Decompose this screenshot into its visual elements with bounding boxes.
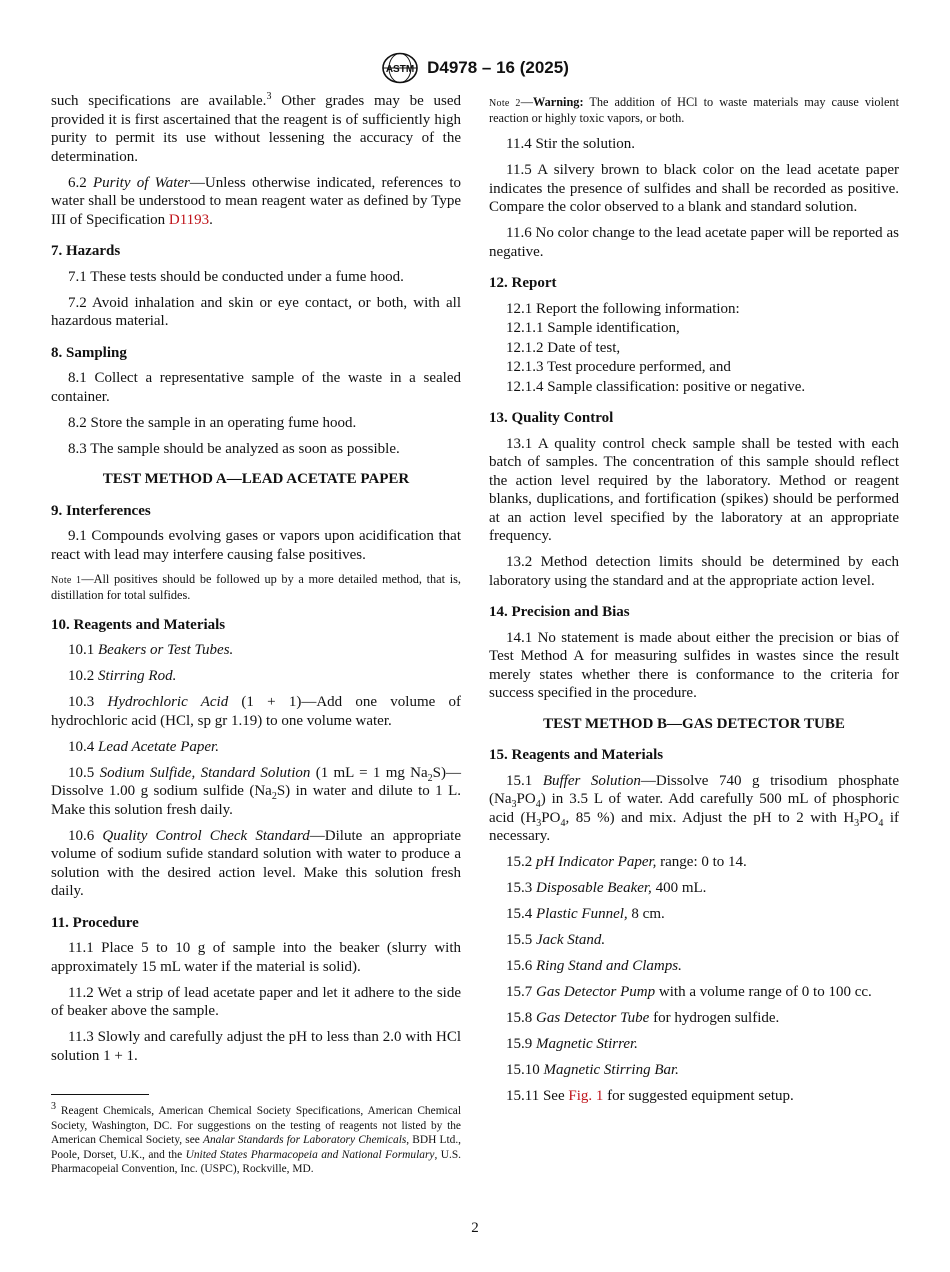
paragraph-11-5: 11.5 A silvery brown to black color on the lead acetate paper indicates the presence of sulfides and shall be recorded as positive. Compare the color observed to a blank and standard solution. — [489, 162, 899, 215]
paragraph-15-7: 15.7 Gas Detector Pump with a volume range of 0 to 100 cc. — [506, 984, 872, 1000]
heading-reagents-b: 15. Reagents and Materials — [489, 747, 664, 763]
paragraph-15-10: 15.10 Magnetic Stirring Bar. — [506, 1062, 679, 1078]
paragraph-10-1: 10.1 Beakers or Test Tubes. — [68, 642, 234, 658]
heading-test-method-b: TEST METHOD B—GAS DETECTOR TUBE — [543, 715, 845, 732]
heading-reagents-a: 10. Reagents and Materials — [51, 616, 226, 633]
paragraph-11-2: 11.2 Wet a strip of lead acetate paper and let it adhere to the side of beaker above the sample. — [51, 984, 461, 1019]
heading-test-method-a: TEST METHOD A—LEAD ACETATE PAPER — [102, 471, 410, 487]
link-d1193[interactable]: D1193 — [168, 211, 210, 228]
paragraph-8-3: 8.3 The sample should be analyzed as soon as possible. — [68, 440, 400, 457]
link-fig-1[interactable]: Fig. 1 — [568, 1088, 604, 1104]
astm-logo — [381, 52, 419, 84]
footnote-ref[interactable]: 3 — [266, 91, 272, 102]
note-1: Note 1—All positives should be followed up by a more detailed method, that is, distillation for total sulfides. — [51, 571, 461, 602]
paragraph-6-2: 6.2 Purity of Water—Unless otherwise indicated, references to water shall be understood to mean reagent water as defined by Type III of Specification D1193. — [51, 174, 461, 228]
paragraph-8-2: 8.2 Store the sample in an operating fume hood. — [68, 414, 357, 431]
paragraph-10-4: 10.4 Lead Acetate Paper. — [68, 738, 219, 755]
paragraph-15-4: 15.4 Plastic Funnel, 8 cm. — [506, 906, 665, 922]
paragraph-11-6: 11.6 No color change to the lead acetate paper will be reported as negative. — [489, 225, 899, 260]
paragraph-15-11: 15.11 See Fig. 1 for suggested equipment setup. — [506, 1088, 794, 1104]
paragraph-15-9: 15.9 Magnetic Stirrer. — [506, 1036, 638, 1052]
report-list — [489, 300, 899, 397]
paragraph-15-6: 15.6 Ring Stand and Clamps. — [506, 958, 682, 974]
paragraph-15-3: 15.3 Disposable Beaker, 400 mL. — [506, 880, 707, 896]
heading-quality-control: 13. Quality Control — [489, 410, 614, 426]
heading-hazards: 7. Hazards — [51, 243, 121, 259]
paragraph-11-1: 11.1 Place 5 to 10 g of sample into the beaker (slurry with approximately 15 mL water if the material is solid). — [51, 940, 461, 975]
footnote-3: $^3$ Reagent Chemicals, American Chemical Society Specifications, American Chemical Society, Washington, DC. For suggestions on the testing of reagents not listed by the American Chemical Society, see Analar Standards for Laboratory Chemicals, BDH Ltd., Poole, Dorset, U.K., and the United States Pharmacopeia and National Formulary, U.S. Pharmacopeial Convention, Inc. (USPC), Rockville, MD. — [51, 1101, 462, 1175]
list-item: 12.1.1 Sample identification, — [506, 320, 680, 336]
page-header — [0, 52, 950, 84]
heading-sampling: 8. Sampling — [51, 344, 127, 361]
document-id: D4978 – 16 (2025) — [427, 58, 569, 77]
list-item: 12.1.4 Sample classification: positive or negative. — [506, 378, 806, 395]
svg-text:ASTM: ASTM — [385, 64, 415, 75]
paragraph-continuation: such specifications are available.$^3$ Other grades may be used provided it is first ascertained that the reagent is of sufficiently high purity to permit its use without lessening the accuracy of the determination. — [51, 91, 461, 165]
footnote-divider — [51, 1094, 149, 1095]
paragraph-10-5: 10.5 Sodium Sulfide, Standard Solution (1 mL = 1 mg $Na_2S)—Dissolve$ 1.00 g sodium sulfide $(Na_2S)$ in water and dilute to 1 L. Make this solution fresh daily. — [51, 764, 462, 818]
paragraph-11-4: 11.4 Stir the solution. — [506, 136, 636, 152]
right-column — [489, 92, 899, 1113]
paragraph-14-1: 14.1 No statement is made about either the precision or bias of Test Method A for measuring sulfides in wastes since the result merely states whether there is conformance to the criteria for success specified in the procedure. — [489, 629, 899, 701]
paragraph-15-8: 15.8 Gas Detector Tube for hydrogen sulfide. — [506, 1010, 780, 1026]
paragraph-15-2: 15.2 pH Indicator Paper, range: 0 to 14. — [506, 854, 747, 870]
heading-report: 12. Report — [489, 275, 557, 291]
page-number: 2 — [471, 1220, 479, 1236]
paragraph-8-1: 8.1 Collect a representative sample of the waste in a sealed container. — [51, 370, 461, 405]
list-item: 12.1.3 Test procedure performed, and — [506, 359, 731, 375]
paragraph-15-1: 15.1 Buffer Solution—Dissolve 740 g trisodium phosphate $(Na_3PO_4)$ in 3.5 L of water. Add carefully 500 mL of phosphoric acid ($H_3PO_4$, 85 %) and mix. Adjust the pH to 2 with $H_3PO_4$ if necessary. — [489, 772, 900, 844]
paragraph-13-1: 13.1 A quality control check sample shall be tested with each batch of samples. The concentration of this sample should reflect the action level required by the laboratory. Method or reagent blanks, duplications, and fortification (spikes) should be performed at an action level specified by the laboratory at an appropriate frequency. — [489, 435, 899, 544]
list-item: 12.1 Report the following information: — [506, 300, 740, 317]
paragraph-15-5: 15.5 Jack Stand. — [506, 932, 606, 948]
paragraph-7-2: 7.2 Avoid inhalation and skin or eye contact, or both, with all hazardous material. — [51, 294, 461, 329]
heading-procedure: 11. Procedure — [51, 914, 139, 931]
note-2: Note 2—Warning: The addition of HCl to waste materials may cause violent reaction or highly toxic vapors, or both. — [489, 95, 899, 125]
heading-interferences: 9. Interferences — [51, 502, 151, 519]
heading-precision-bias: 14. Precision and Bias — [489, 604, 630, 620]
paragraph-13-2: 13.2 Method detection limits should be determined by each laboratory using the standard and at the appropriate action level. — [489, 554, 899, 589]
paragraph-9-1: 9.1 Compounds evolving gases or vapors upon acidification that react with lead may interfere causing false positives. — [51, 528, 461, 563]
paragraph-10-3: 10.3 Hydrochloric Acid (1 + 1)—Add one volume of hydrochloric acid (HCl, sp gr 1.19) to one volume water. — [51, 694, 462, 729]
paragraph-10-6: 10.6 Quality Control Check Standard—Dilute an appropriate volume of sodium sufide standard solution with water to produce a solution with the desired action level. Make this solution fresh daily. — [51, 827, 461, 899]
paragraph-10-2: 10.2 Stirring Rod. — [68, 668, 177, 684]
left-column — [51, 92, 461, 1073]
paragraph-7-1: 7.1 These tests should be conducted under a fume hood. — [68, 268, 404, 285]
paragraph-11-3: 11.3 Slowly and carefully adjust the pH to less than 2.0 with HCl solution 1 + 1. — [51, 1029, 461, 1064]
list-item: 12.1.2 Date of test, — [506, 339, 621, 356]
